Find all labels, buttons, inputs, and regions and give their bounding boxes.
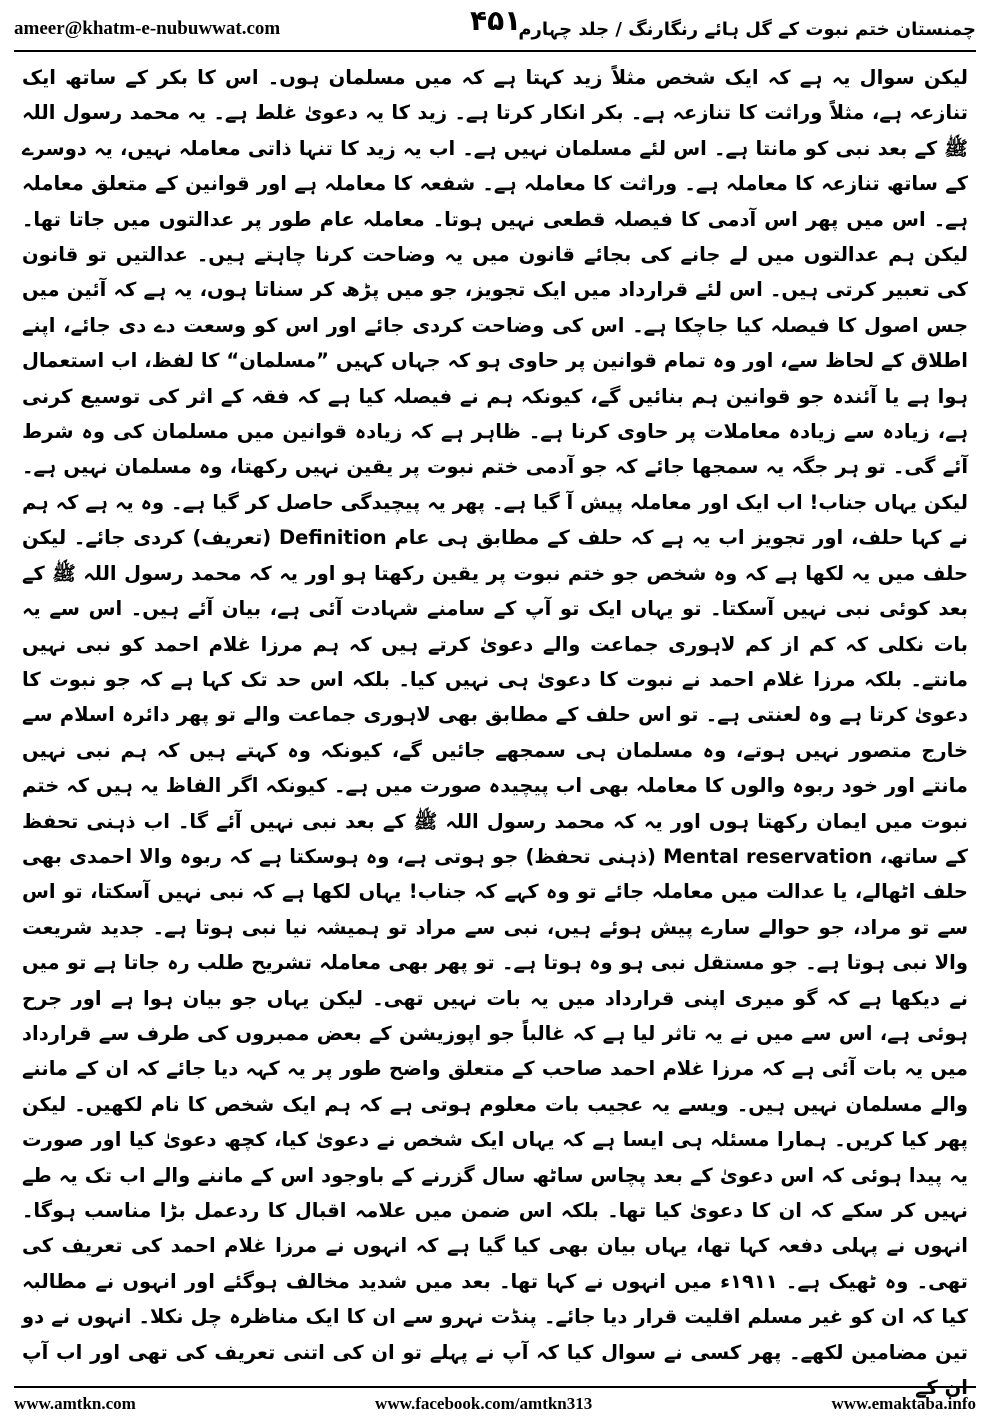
header-email: ameer@khatm-e-nubuwwat.com <box>14 18 281 39</box>
page-footer <box>14 1392 976 1416</box>
body-paragraph: لیکن سوال یہ ہے کہ ایک شخص مثلاً زید کہتا ہے کہ میں مسلمان ہوں۔ اس کا بکر کے ساتھ ایک تنازعہ ہے، مثلاً وراثت کا تنازعہ ہے۔ بکر انکار کرتا ہے۔ زید کا یہ دعویٰ غلط ہے۔ یہ محمد رسول اللہ ﷺ کے بعد نبی کو مانتا ہے۔ اس لئے مسلمان نہیں ہے۔ اب یہ زید کا تنہا ذاتی معاملہ نہیں، یہ دوسرے کے ساتھ تنازعہ کا معاملہ ہے۔ وراثت کا معاملہ ہے۔ شفعہ کا معاملہ ہے اور قوانین کے متعلق معاملہ ہے۔ اس میں پھر اس آدمی کا فیصلہ قطعی نہیں ہوتا۔ معاملہ عام طور پر عدالتوں میں جاتا تھا۔ لیکن ہم عدالتوں میں لے جانے کی بجائے قانون میں یہ وضاحت کرنا چاہتے ہیں۔ عدالتیں تو قانون کی تعبیر کرتی ہیں۔ اس لئے قرارداد میں ایک تجویز، جو میں پڑھ کر سناتا ہوں، یہ ہے کہ آئین میں جس اصول کا فیصلہ کیا جاچکا ہے۔ اس کی وضاحت کردی جائے اور اس کو وسعت دے دی جائے، اپنے اطلاق کے لحاظ سے، اور وہ تمام قوانین پر حاوی ہو کہ جہاں کہیں ”مسلمان“ کا لفظ، اب استعمال ہوا ہے یا آئندہ جو قوانین ہم بنائیں گے، کیونکہ ہم نے فیصلہ کیا ہے کہ فقہ کے اثر کی توسیع کرنی ہے، زیادہ سے زیادہ معاملات پر حاوی کرنا ہے۔ ظاہر ہے کہ زیادہ قوانین میں مسلمان کی وہ شرط آئے گی۔ تو ہر جگہ یہ سمجھا جائے کہ جو آدمی ختم نبوت پر یقین نہیں رکھتا، وہ مسلمان نہیں ہے۔ لیکن یہاں جناب! اب ایک اور معاملہ پیش آ گیا ہے۔ پھر یہ پیچیدگی حاصل کر گیا ہے۔ وہ یہ ہے کہ ہم نے کہا حلف، اور تجویز اب یہ ہے کہ حلف کے مطابق ہی عام Definition (تعریف) کردی جائے۔ لیکن حلف میں یہ لکھا ہے کہ وہ شخص جو ختم نبوت پر یقین رکھتا ہو اور یہ کہ محمد رسول اللہ ﷺ کے بعد کوئی نبی نہیں آسکتا۔ تو یہاں ایک تو آپ کے سامنے شہادت آئی ہے، بیان آئے ہیں۔ اس سے یہ بات نکلی کہ کم از کم لاہوری جماعت والے دعویٰ کرتے ہیں کہ ہم مرزا غلام احمد کو نبی نہیں مانتے۔ بلکہ مرزا غلام احمد نے نبوت کا دعویٰ ہی نہیں کیا۔ بلکہ اس حد تک کہا ہے کہ جو نبوت کا دعویٰ کرتا ہے وہ لعنتی ہے۔ تو اس حلف کے مطابق بھی لاہوری جماعت والے تو پھر دائرہ اسلام سے خارج متصور نہیں ہوتے، وہ مسلمان ہی سمجھے جائیں گے، کیونکہ وہ کہتے ہیں کہ ہم نبی نہیں مانتے اور خود ربوہ والوں کا معاملہ بھی اب پیچیدہ صورت میں ہے۔ کیونکہ اگر الفاظ یہ ہیں کہ ختم نبوت میں ایمان رکھتا ہوں اور یہ کہ محمد رسول اللہ ﷺ کے بعد نبی نہیں آئے گا۔ اب ذہنی تحفظ کے ساتھ، Mental reservation (ذہنی تحفظ) جو ہوتی ہے، وہ ہوسکتا ہے کہ ربوہ والا احمدی بھی حلف اٹھالے، یا عدالت میں معاملہ جائے تو وہ کہے کہ جناب! یہاں لکھا ہے کہ نبی نہیں آسکتا، تو اس سے تو مراد، جو حوالے سارے پیش ہوئے ہیں، نبی سے مراد تو ہمیشہ نیا نبی ہوتا ہے۔ جدید شریعت والا نبی ہوتا ہے۔ جو مستقل نبی ہو وہ ہوتا ہے۔ تو پھر بھی معاملہ تشریح طلب رہ جاتا ہے تو میں نے دیکھا ہے کہ گو میری اپنی قرارداد میں یہ بات نہیں تھی۔ لیکن یہاں جو بیان ہوا ہے اور جرح ہوئی ہے، اس سے میں نے یہ تاثر لیا ہے کہ غالباً جو اپوزیشن کے بعض ممبروں کی طرف سے قرارداد میں یہ بات آئی ہے کہ مرزا غلام احمد صاحب کے متعلق واضح طور پر یہ کہہ دیا جائے کہ ان کے ماننے والے مسلمان نہیں ہیں۔ ویسے یہ عجیب بات معلوم ہوتی ہے کہ ہم ایک شخص کا نام لکھیں۔ لیکن پھر کیا کریں۔ ہمارا مسئلہ ہی ایسا ہے کہ یہاں ایک شخص نے دعویٰ کیا، کچھ دعویٰ کیا اور صورت یہ پیدا ہوئی کہ اس دعویٰ کے بعد پچاس ساٹھ سال گزرنے کے باوجود اس کے ماننے والے اب تک یہ طے نہیں کر سکے کہ ان کا دعویٰ کیا تھا۔ بلکہ اس ضمن میں علامہ اقبال کا ردعمل بڑا مناسب ہوگا۔ انہوں نے پہلی دفعہ کہا تھا، یہاں بیان بھی کیا گیا ہے کہ انہوں نے مرزا غلام احمد کی تعریف کی تھی۔ وہ ٹھیک ہے۔ ۱۹۱۱ء میں انہوں نے کہا تھا۔ بعد میں شدید مخالف ہوگئے اور انہوں نے مطالبہ کیا کہ ان کو غیر مسلم اقلیت قرار دیا جائے۔ پنڈت نہرو سے ان کا ایک مناظرہ چل نکلا۔ انہوں نے دو تین مضامین لکھے۔ پھر کسی نے سوال کیا کہ آپ نے پہلے تو ان کی اتنی تعریف کی تھی اور اب آپ ان کے <box>22 66 968 1400</box>
footer-link-center[interactable]: www.facebook.com/amtkn313 <box>375 1394 593 1413</box>
body-text <box>22 60 968 1400</box>
footer-rule <box>14 1386 976 1388</box>
footer-link-right[interactable]: www.emaktaba.info <box>831 1394 976 1413</box>
page-number: ۴۵۱ <box>470 4 522 37</box>
header-rule <box>14 50 976 52</box>
footer-link-left[interactable]: www.amtkn.com <box>14 1394 136 1413</box>
book-title: چمنستان ختم نبوت کے گل ہائے رنگارنگ / جلد چہارم <box>518 18 976 40</box>
